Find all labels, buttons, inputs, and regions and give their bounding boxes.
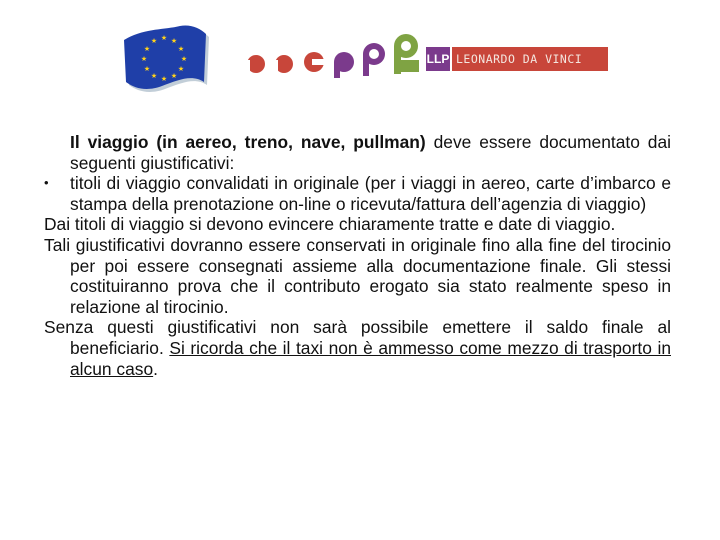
program-label: LEONARDO DA VINCI [452, 47, 608, 71]
document-body [44, 132, 671, 379]
svg-text:★: ★ [143, 45, 151, 53]
svg-text:★: ★ [140, 55, 148, 63]
svg-text:★: ★ [170, 72, 178, 80]
leonardo-da-vinci-logo [240, 30, 612, 80]
svg-text:★: ★ [177, 65, 185, 73]
eu-flag-icon [118, 22, 210, 94]
taxi-note: Si ricorda che il taxi non è ammesso come mezzo di trasporto in alcun caso [70, 337, 671, 379]
svg-text:★: ★ [170, 37, 178, 45]
bullet-dot-icon: • [44, 175, 49, 191]
paragraph-3-end: . [153, 358, 158, 379]
paragraph-3-text: Senza questi giustificativi non sarà possibile emettere il saldo finale al beneficiario. [44, 317, 671, 358]
svg-text:★: ★ [177, 45, 185, 53]
intro-text: deve essere documentato dai seguenti giustificativi: [70, 132, 671, 173]
bullet-text: titoli di viaggio convalidati in originale (per i viaggi in aereo, carte d’imbarco e stampa della prenotazione on-line o ricevuta/fattura dell’agenzia di viaggio) [70, 173, 671, 214]
bullet-item [44, 173, 671, 214]
svg-text:★: ★ [150, 37, 158, 45]
paragraph-3 [44, 317, 671, 379]
svg-text:★: ★ [160, 75, 168, 83]
paragraph-2: Tali giustificativi dovranno essere conservati in originale fino alla fine del tirocinio per poi essere consegnati assieme alla documentazione finale. Gli stessi costituiranno prova che il contributo erogato sia stato realmente speso in relazione al tirocinio. [44, 234, 671, 317]
intro-bold-text: Il viaggio (in aereo, treno, nave, pullman) [70, 132, 426, 152]
llp-shapes-icon [240, 30, 426, 80]
intro-paragraph [44, 132, 671, 173]
svg-text:★: ★ [150, 72, 158, 80]
svg-text:★: ★ [180, 55, 188, 63]
svg-text:★: ★ [143, 65, 151, 73]
paragraph-1: Dai titoli di viaggio si devono evincere chiaramente tratte e date di viaggio. [44, 214, 616, 235]
svg-text:★: ★ [160, 34, 168, 42]
llp-label: LLP [426, 47, 450, 71]
header [0, 0, 720, 110]
